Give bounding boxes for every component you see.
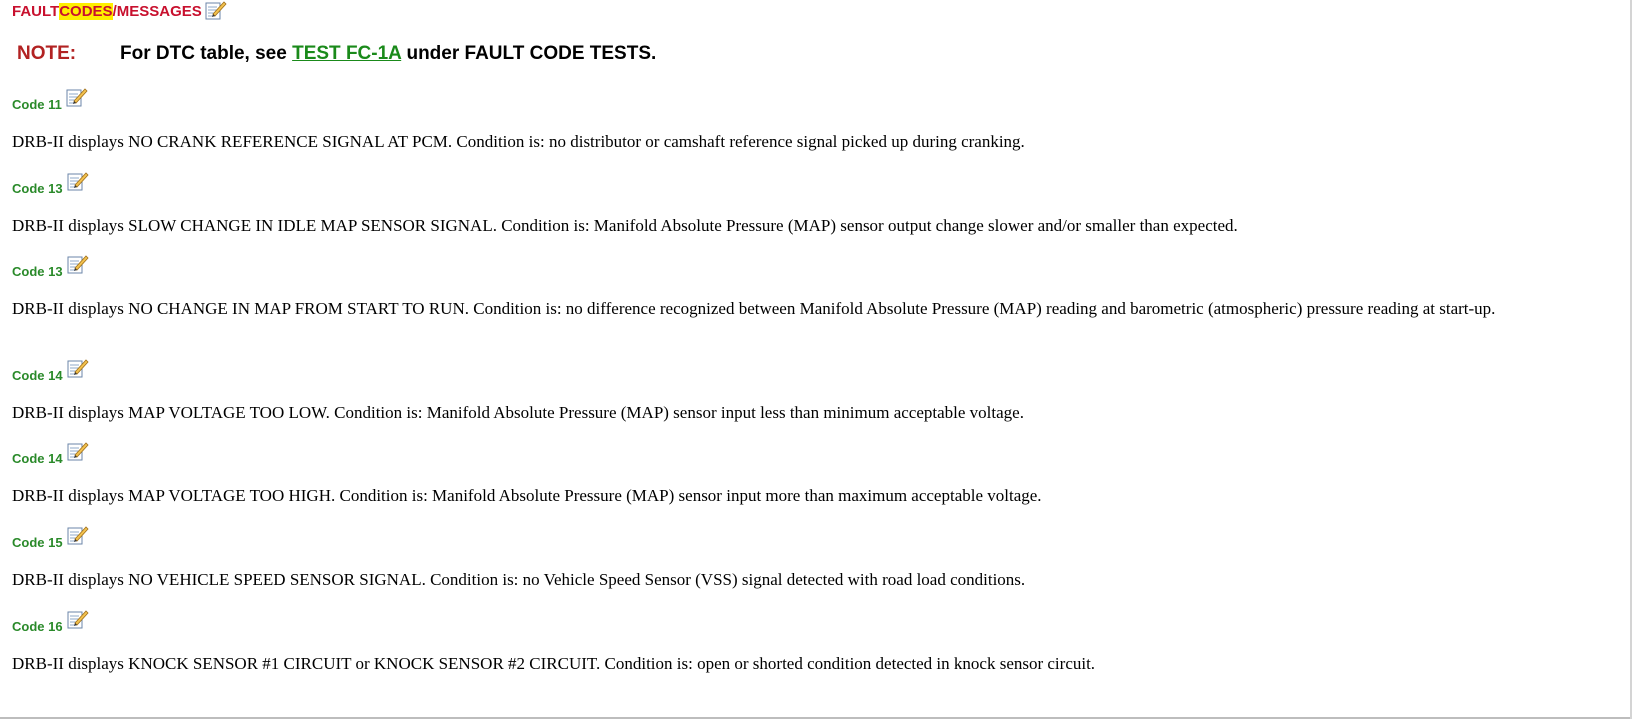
dtc-note	[17, 43, 656, 65]
code-description: DRB-II displays SLOW CHANGE IN IDLE MAP SENSOR SIGNAL. Condition is: Manifold Absolute Pressure (MAP) sensor output change slower and/or smaller than expected.	[12, 216, 1238, 235]
code-label: Code 16	[12, 619, 63, 634]
test-fc-1a-link[interactable]: TEST FC-1A	[292, 43, 402, 64]
code-label: Code 15	[12, 535, 63, 550]
code-heading	[12, 440, 1624, 466]
edit-note-icon[interactable]	[65, 86, 89, 108]
edit-note-icon[interactable]	[66, 253, 90, 275]
fault-code-entry	[12, 86, 1624, 152]
note-label: NOTE:	[17, 43, 77, 64]
title-prefix: FAULT	[12, 3, 60, 20]
code-label: Code 11	[12, 97, 62, 112]
code-description: DRB-II displays NO VEHICLE SPEED SENSOR SIGNAL. Condition is: no Vehicle Speed Sensor (VSS) signal detected with road load conditions.	[12, 570, 1026, 589]
code-description: DRB-II displays NO CRANK REFERENCE SIGNAL AT PCM. Condition is: no distributor or camshaft reference signal picked up during cranking.	[12, 132, 1025, 151]
code-heading	[12, 86, 1624, 112]
code-description: DRB-II displays MAP VOLTAGE TOO LOW. Condition is: Manifold Absolute Pressure (MAP) sensor input less than minimum acceptable voltage.	[12, 403, 1024, 422]
code-heading	[12, 253, 1624, 279]
code-description: DRB-II displays KNOCK SENSOR #1 CIRCUIT or KNOCK SENSOR #2 CIRCUIT. Condition is: open or shorted condition detected in knock sensor circuit.	[12, 654, 1096, 673]
code-label: Code 13	[12, 181, 63, 196]
title-highlight: CODES	[59, 3, 113, 20]
edit-note-icon[interactable]	[204, 0, 228, 21]
fault-code-entry	[12, 608, 1624, 674]
edit-note-icon[interactable]	[66, 524, 90, 546]
code-heading	[12, 608, 1624, 634]
edit-note-icon[interactable]	[66, 357, 90, 379]
title-suffix: /MESSAGES	[112, 3, 202, 20]
fault-code-entry	[12, 440, 1624, 506]
edit-note-icon[interactable]	[66, 440, 90, 462]
code-label: Code 14	[12, 368, 63, 383]
note-text-after: under FAULT CODE TESTS.	[401, 43, 657, 64]
code-label: Code 13	[12, 264, 63, 279]
edit-note-icon[interactable]	[66, 608, 90, 630]
fault-code-entry	[12, 253, 1624, 319]
fault-code-entry	[12, 170, 1624, 236]
page-title	[12, 3, 228, 21]
code-heading	[12, 170, 1624, 196]
code-label: Code 14	[12, 451, 63, 466]
code-description: DRB-II displays NO CHANGE IN MAP FROM START TO RUN. Condition is: no difference recognized between Manifold Absolute Pressure (MAP) reading and barometric (atmospheric) pressure reading at start-up.	[12, 299, 1496, 318]
code-heading	[12, 357, 1624, 383]
fault-code-entry	[12, 524, 1624, 590]
note-text-before: For DTC table, see	[120, 43, 293, 64]
code-heading	[12, 524, 1624, 550]
fault-code-entry	[12, 357, 1624, 423]
edit-note-icon[interactable]	[66, 170, 90, 192]
code-description: DRB-II displays MAP VOLTAGE TOO HIGH. Condition is: Manifold Absolute Pressure (MAP) sensor input more than maximum acceptable voltage.	[12, 486, 1042, 505]
